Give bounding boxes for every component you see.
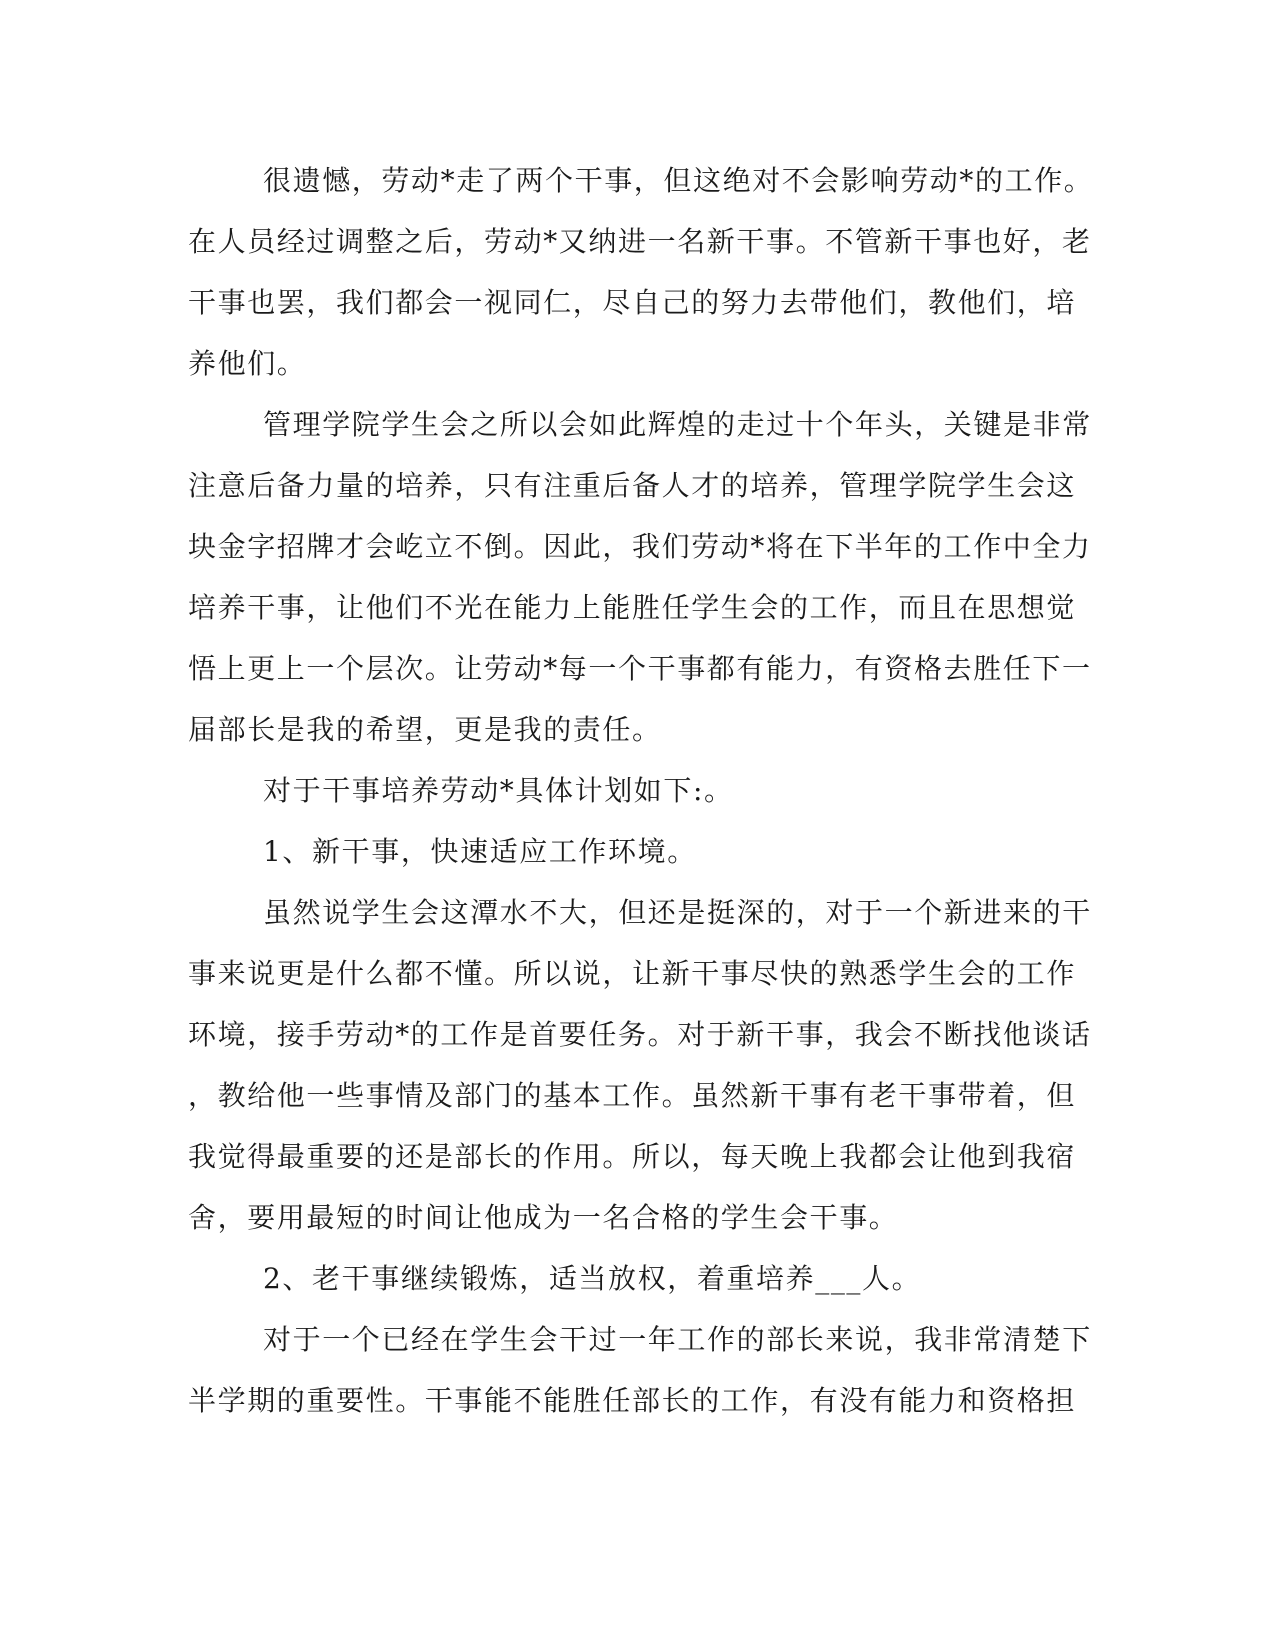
- paragraph-line: 管理学院学生会之所以会如此辉煌的走过十个年头，关键是非常: [263, 408, 1092, 441]
- paragraph-line: 养他们。: [188, 347, 307, 380]
- paragraph-line: 块金字招牌才会屹立不倒。因此，我们劳动*将在下半年的工作中全力: [188, 530, 1092, 563]
- paragraph-line: 悟上更上一个层次。让劳动*每一个干事都有能力，有资格去胜任下一: [188, 652, 1092, 685]
- section-heading: 1、新干事，快速适应工作环境。: [263, 835, 697, 868]
- paragraph-line: 届部长是我的希望，更是我的责任。: [188, 713, 662, 746]
- paragraph-line: 舍，要用最短的时间让他成为一名合格的学生会干事。: [188, 1201, 899, 1234]
- section-heading: 2、老干事继续锻炼，适当放权，着重培养___人。: [263, 1262, 922, 1295]
- paragraph-line: 环境，接手劳动*的工作是首要任务。对于新干事，我会不断找他谈话: [188, 1018, 1092, 1051]
- paragraph-line: 很遗憾，劳动*走了两个干事，但这绝对不会影响劳动*的工作。: [263, 164, 1094, 197]
- paragraph-line: 对于干事培养劳动*具体计划如下:。: [263, 774, 734, 807]
- paragraph-line: 注意后备力量的培养，只有注重后备人才的培养，管理学院学生会这: [188, 469, 1077, 502]
- paragraph-line: 我觉得最重要的还是部长的作用。所以，每天晚上我都会让他到我宿: [188, 1140, 1077, 1173]
- paragraph-line: ，教给他一些事情及部门的基本工作。虽然新干事有老干事带着，但: [188, 1079, 1077, 1112]
- paragraph-line: 虽然说学生会这潭水不大，但还是挺深的，对于一个新进来的干: [263, 896, 1092, 929]
- paragraph-line: 事来说更是什么都不懂。所以说，让新干事尽快的熟悉学生会的工作: [188, 957, 1077, 990]
- paragraph-line: 在人员经过调整之后，劳动*又纳进一名新干事。不管新干事也好，老: [188, 225, 1092, 258]
- document-body: [188, 150, 1094, 1431]
- paragraph-line: 对于一个已经在学生会干过一年工作的部长来说，我非常清楚下: [263, 1323, 1092, 1356]
- paragraph-line: 干事也罢，我们都会一视同仁，尽自己的努力去带他们，教他们，培: [188, 286, 1077, 319]
- paragraph-line: 培养干事，让他们不光在能力上能胜任学生会的工作，而且在思想觉: [188, 591, 1077, 624]
- paragraph-line: 半学期的重要性。干事能不能胜任部长的工作，有没有能力和资格担: [188, 1384, 1077, 1417]
